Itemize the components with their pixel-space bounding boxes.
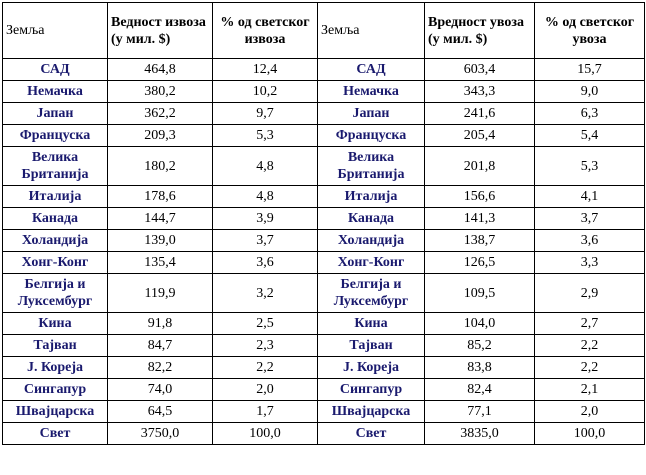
export-value: 3750,0 [108,423,213,445]
export-country: Белгија и Луксембург [3,274,108,313]
import-country: Ј. Кореја [318,357,425,379]
export-pct: 3,9 [213,208,318,230]
export-pct: 1,7 [213,401,318,423]
export-pct: 3,2 [213,274,318,313]
table-row [3,208,645,230]
export-value: 64,5 [108,401,213,423]
import-value: 109,5 [425,274,535,313]
import-value: 156,6 [425,186,535,208]
import-value: 141,3 [425,208,535,230]
table-row [3,125,645,147]
table-row [3,274,645,313]
export-value: 180,2 [108,147,213,186]
import-country: Француска [318,125,425,147]
trade-table [2,2,645,445]
header-import-value: Вредност увоза (у мил. $) [425,3,535,59]
export-country: Велика Британија [3,147,108,186]
import-pct: 4,1 [535,186,645,208]
table-row [3,313,645,335]
export-value: 84,7 [108,335,213,357]
export-pct: 9,7 [213,103,318,125]
export-value: 135,4 [108,252,213,274]
export-value: 91,8 [108,313,213,335]
import-pct: 5,4 [535,125,645,147]
export-country: Немачка [3,81,108,103]
export-value: 74,0 [108,379,213,401]
import-country: Тајван [318,335,425,357]
import-country: Холандија [318,230,425,252]
import-pct: 2,7 [535,313,645,335]
import-value: 85,2 [425,335,535,357]
import-value: 241,6 [425,103,535,125]
export-country: Тајван [3,335,108,357]
table-row [3,103,645,125]
export-value: 144,7 [108,208,213,230]
import-pct: 2,2 [535,335,645,357]
export-value: 178,6 [108,186,213,208]
export-pct: 12,4 [213,59,318,81]
table-row [3,59,645,81]
import-pct: 3,6 [535,230,645,252]
export-pct: 4,8 [213,186,318,208]
export-pct: 4,8 [213,147,318,186]
import-value: 343,3 [425,81,535,103]
export-pct: 2,2 [213,357,318,379]
import-pct: 3,3 [535,252,645,274]
import-value: 77,1 [425,401,535,423]
header-export-pct: % од светског извоза [213,3,318,59]
export-value: 209,3 [108,125,213,147]
import-pct: 2,9 [535,274,645,313]
import-pct: 6,3 [535,103,645,125]
import-value: 83,8 [425,357,535,379]
export-country: Кина [3,313,108,335]
header-export-value: Ведност извоза (у мил. $) [108,3,213,59]
table-row [3,335,645,357]
export-country: Италија [3,186,108,208]
table-row [3,357,645,379]
export-country: САД [3,59,108,81]
import-pct: 5,3 [535,147,645,186]
import-value: 126,5 [425,252,535,274]
import-value: 104,0 [425,313,535,335]
export-country: Канада [3,208,108,230]
import-value: 82,4 [425,379,535,401]
table-row-world-total [3,423,645,445]
import-country: Канада [318,208,425,230]
header-row [3,3,645,59]
export-value: 119,9 [108,274,213,313]
export-pct: 2,5 [213,313,318,335]
table-row [3,186,645,208]
import-country: Јапан [318,103,425,125]
export-country: Хонг-Конг [3,252,108,274]
export-value: 362,2 [108,103,213,125]
export-country: Свет [3,423,108,445]
import-country: САД [318,59,425,81]
import-pct: 2,1 [535,379,645,401]
export-pct: 5,3 [213,125,318,147]
export-value: 82,2 [108,357,213,379]
import-country: Хонг-Конг [318,252,425,274]
import-value: 3835,0 [425,423,535,445]
export-pct: 10,2 [213,81,318,103]
export-value: 139,0 [108,230,213,252]
import-pct: 2,2 [535,357,645,379]
header-country-export: Земља [3,3,108,59]
import-value: 603,4 [425,59,535,81]
import-country: Велика Британија [318,147,425,186]
import-pct: 2,0 [535,401,645,423]
import-country: Кина [318,313,425,335]
import-value: 138,7 [425,230,535,252]
import-pct: 9,0 [535,81,645,103]
export-country: Ј. Кореја [3,357,108,379]
export-country: Сингапур [3,379,108,401]
export-value: 380,2 [108,81,213,103]
import-country: Белгија и Луксембург [318,274,425,313]
import-country: Сингапур [318,379,425,401]
export-country: Швајцарска [3,401,108,423]
import-value: 205,4 [425,125,535,147]
export-pct: 100,0 [213,423,318,445]
export-country: Француска [3,125,108,147]
table-row [3,147,645,186]
table-row [3,401,645,423]
export-pct: 3,7 [213,230,318,252]
export-country: Јапан [3,103,108,125]
import-pct: 15,7 [535,59,645,81]
export-country: Холандија [3,230,108,252]
import-pct: 3,7 [535,208,645,230]
import-country: Италија [318,186,425,208]
export-pct: 2,0 [213,379,318,401]
table-row [3,230,645,252]
table-row [3,252,645,274]
table-row [3,379,645,401]
header-country-import: Земља [318,3,425,59]
export-pct: 3,6 [213,252,318,274]
table-row [3,81,645,103]
import-country: Немачка [318,81,425,103]
export-value: 464,8 [108,59,213,81]
export-pct: 2,3 [213,335,318,357]
import-pct: 100,0 [535,423,645,445]
header-import-pct: % од светског увоза [535,3,645,59]
import-country: Швајцарска [318,401,425,423]
import-value: 201,8 [425,147,535,186]
import-country: Свет [318,423,425,445]
